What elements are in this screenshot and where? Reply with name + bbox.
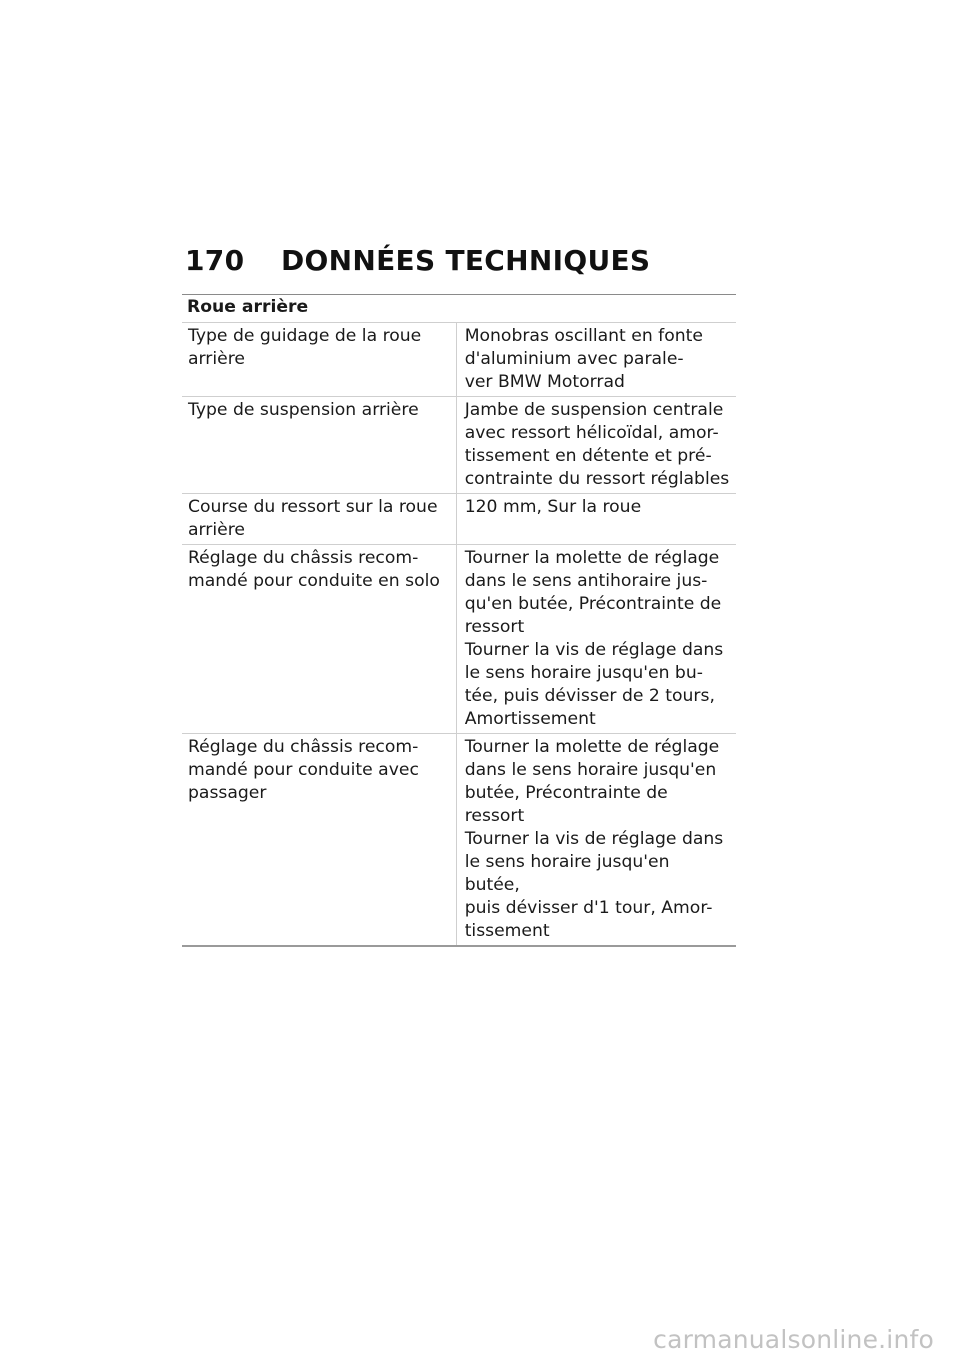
spec-value-line: puis dévisser d'1 tour, Amor- [464, 898, 713, 918]
spec-value-line: Tourner la vis de réglage dans [464, 829, 724, 849]
section-title: DONNÉES TECHNIQUES [281, 244, 651, 277]
spec-label-line: mandé pour conduite avec [188, 760, 419, 780]
page-header [185, 244, 650, 277]
watermark: carmanualsonline.info [653, 1325, 934, 1354]
spec-label-line: Type de guidage de la roue [188, 326, 422, 346]
table-row [182, 397, 736, 494]
spec-label-cell [182, 397, 456, 494]
spec-value-line: tée, puis dévisser de 2 tours, [464, 686, 715, 706]
table-row [182, 545, 736, 734]
spec-value-line: ver BMW Motorrad [464, 372, 625, 392]
spec-label-line: Type de suspension arrière [188, 400, 419, 420]
spec-table [182, 294, 736, 947]
spec-value-line: d'aluminium avec parale- [464, 349, 684, 369]
page-number: 170 [185, 244, 245, 277]
spec-label-cell [182, 545, 456, 734]
spec-value-cell [456, 397, 736, 494]
spec-value-line: Monobras oscillant en fonte [464, 326, 703, 346]
spec-label-cell [182, 323, 456, 397]
spec-label-line: Réglage du châssis recom- [188, 548, 419, 568]
spec-value-line: avec ressort hélicoïdal, amor- [464, 423, 719, 443]
spec-value-line: Tourner la molette de réglage [464, 548, 720, 568]
spec-label-line: passager [188, 783, 267, 803]
spec-label-line: Réglage du châssis recom- [188, 737, 419, 757]
spec-value-cell [456, 494, 736, 545]
spec-value-line: butée, Précontrainte de ressort [464, 783, 668, 826]
section-heading-row [182, 295, 736, 323]
spec-value-cell [456, 545, 736, 734]
table-row [182, 734, 736, 947]
spec-label-line: Course du ressort sur la roue [188, 497, 438, 517]
spec-value-line: dans le sens horaire jusqu'en [464, 760, 717, 780]
spec-value-line: Tourner la molette de réglage [464, 737, 720, 757]
spec-value-line: dans le sens antihoraire jus- [464, 571, 708, 591]
spec-table-body [182, 323, 736, 947]
spec-value-cell [456, 734, 736, 947]
spec-value-line: ressort [464, 617, 525, 637]
spec-value-line: Jambe de suspension centrale [464, 400, 724, 420]
spec-value-line: le sens horaire jusqu'en butée, [464, 852, 670, 895]
spec-label-line: arrière [188, 349, 245, 369]
spec-value-line: qu'en butée, Précontrainte de [464, 594, 722, 614]
section-heading: Roue arrière [182, 295, 736, 323]
spec-value-line: Tourner la vis de réglage dans [464, 640, 724, 660]
spec-value-line: 120 mm, Sur la roue [464, 497, 642, 517]
table-row [182, 323, 736, 397]
spec-value-line: le sens horaire jusqu'en bu- [464, 663, 703, 683]
spec-label-cell [182, 734, 456, 947]
spec-value-cell [456, 323, 736, 397]
spec-value-line: Amortissement [464, 709, 596, 729]
spec-value-line: tissement en détente et pré- [464, 446, 712, 466]
table-row [182, 494, 736, 545]
spec-label-line: arrière [188, 520, 245, 540]
spec-value-line: contrainte du ressort réglables [464, 469, 730, 489]
spec-label-cell [182, 494, 456, 545]
spec-label-line: mandé pour conduite en solo [188, 571, 440, 591]
spec-value-line: tissement [464, 921, 550, 941]
